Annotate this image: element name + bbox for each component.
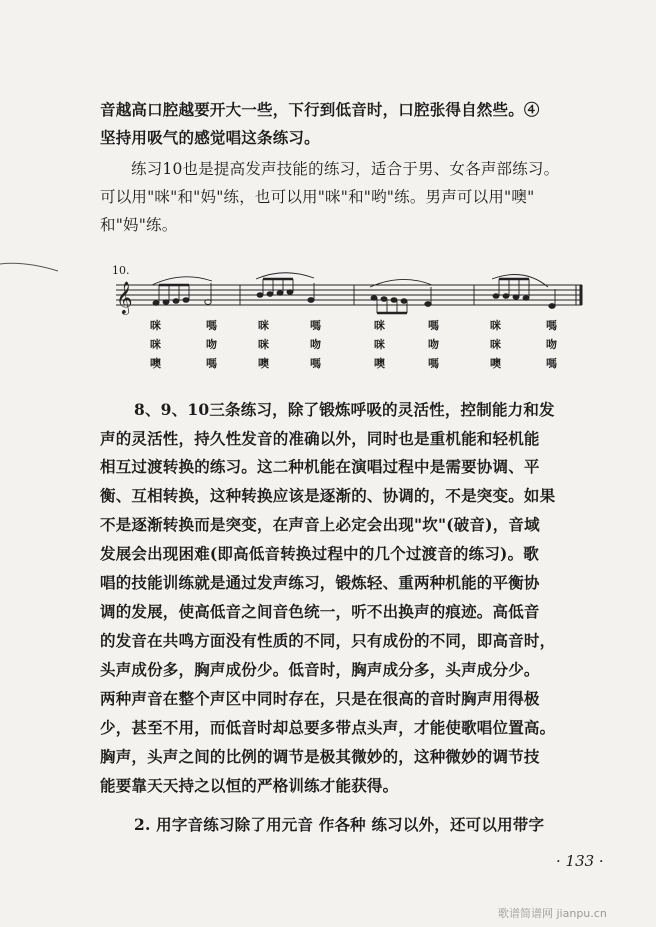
page-edge-mark — [0, 258, 60, 274]
lyric: 吻 — [310, 338, 321, 351]
text-line: 胸声，头声之间的比例的调节是极其微妙的，这种微妙的调节技 — [100, 747, 540, 766]
lyric: 咪 — [258, 338, 269, 351]
text-line: 少，甚至不用，而低音时却总要多带点头声，才能使歌唱位置高。 — [100, 718, 556, 737]
text-line: 声的灵活性，持久性发音的准确以外，同时也是重机能和轻机能 — [100, 429, 540, 448]
next-section-line: 2. 用字音练习除了用元音 作各种 练习以外，还可以用带字 — [134, 815, 545, 834]
text-line: 相互过渡转换的练习。这二种机能在演唱过程中是需要协调、平 — [100, 457, 540, 476]
lyric: 吻 — [206, 338, 217, 351]
lyric: 嗎 — [428, 319, 439, 332]
lyric: 嗎 — [310, 319, 321, 332]
lyric: 嗎 — [310, 357, 321, 370]
lyric: 咪 — [258, 319, 269, 332]
text-line: 能要靠天天持之以恒的严格训练才能获得。 — [100, 776, 399, 795]
lyric: 噢 — [490, 357, 501, 370]
text-line: 8、9、10三条练习，除了锻炼呼吸的灵活性，控制能力和发 — [134, 400, 555, 419]
lyric: 咪 — [150, 319, 161, 332]
page-number: · 133 · — [556, 852, 604, 870]
text-line: 唱的技能训练就是通过发声练习，锻炼轻、重两种机能的平衡协 — [100, 573, 540, 592]
lyric: 嗎 — [206, 357, 217, 370]
lyric: 噢 — [150, 357, 161, 370]
svg-text:𝄞: 𝄞 — [116, 281, 133, 314]
lyric: 嗎 — [546, 319, 557, 332]
text-line: 头声成份多，胸声成份少。低音时，胸声成分多，头声成分少。 — [100, 660, 540, 679]
lyric: 噢 — [258, 357, 269, 370]
text-line: 发展会出现困难(即高低音转换过程中的几个过渡音的练习)。歌 — [100, 544, 539, 563]
music-score-exercise-10 — [112, 265, 602, 375]
lyric: 吻 — [546, 338, 557, 351]
watermark: 歌谱简谱网 jianpu.cn — [498, 907, 607, 920]
text-line: 两种声音在整个声区中同时存在，只是在很高的音时胸声用得极 — [100, 689, 540, 708]
text-line: 可以用"咪"和"妈"练，也可以用"咪"和"哟"练。男声可以用"噢" — [100, 188, 535, 206]
lyric: 嗎 — [206, 319, 217, 332]
text-line: 的发音在共鸣方面没有性质的不同，只有成份的不同，即高音时， — [100, 631, 556, 650]
lyric: 咪 — [374, 338, 385, 351]
lyric: 咪 — [150, 338, 161, 351]
lyric: 吻 — [428, 338, 439, 351]
text-line: 衡、互相转换，这种转换应该是逐渐的、协调的，不是突变。如果 — [100, 486, 556, 505]
lyric: 咪 — [490, 338, 501, 351]
text-line: 和"妈"练。 — [100, 216, 178, 234]
lyric: 咪 — [490, 319, 501, 332]
exercise-number: 10. — [112, 264, 130, 277]
staff — [112, 265, 602, 315]
lyric: 嗎 — [546, 357, 557, 370]
text-line: 坚持用吸气的感觉唱这条练习。 — [100, 128, 320, 147]
text-line: 音越高口腔越要开大一些，下行到低音时，口腔张得自然些。④ — [100, 100, 540, 119]
lyric: 咪 — [374, 319, 385, 332]
text-line: 不是逐渐转换而是突变，在声音上必定会出现"坎"(破音)，音域 — [100, 515, 540, 534]
text-line: 调的发展，使高低音之间音色统一，听不出换声的痕迹。高低音 — [100, 602, 540, 621]
lyric: 噢 — [374, 357, 385, 370]
lyric: 嗎 — [428, 357, 439, 370]
text-line: 练习10也是提高发声技能的练习，适合于男、女各声部练习。 — [131, 160, 560, 178]
